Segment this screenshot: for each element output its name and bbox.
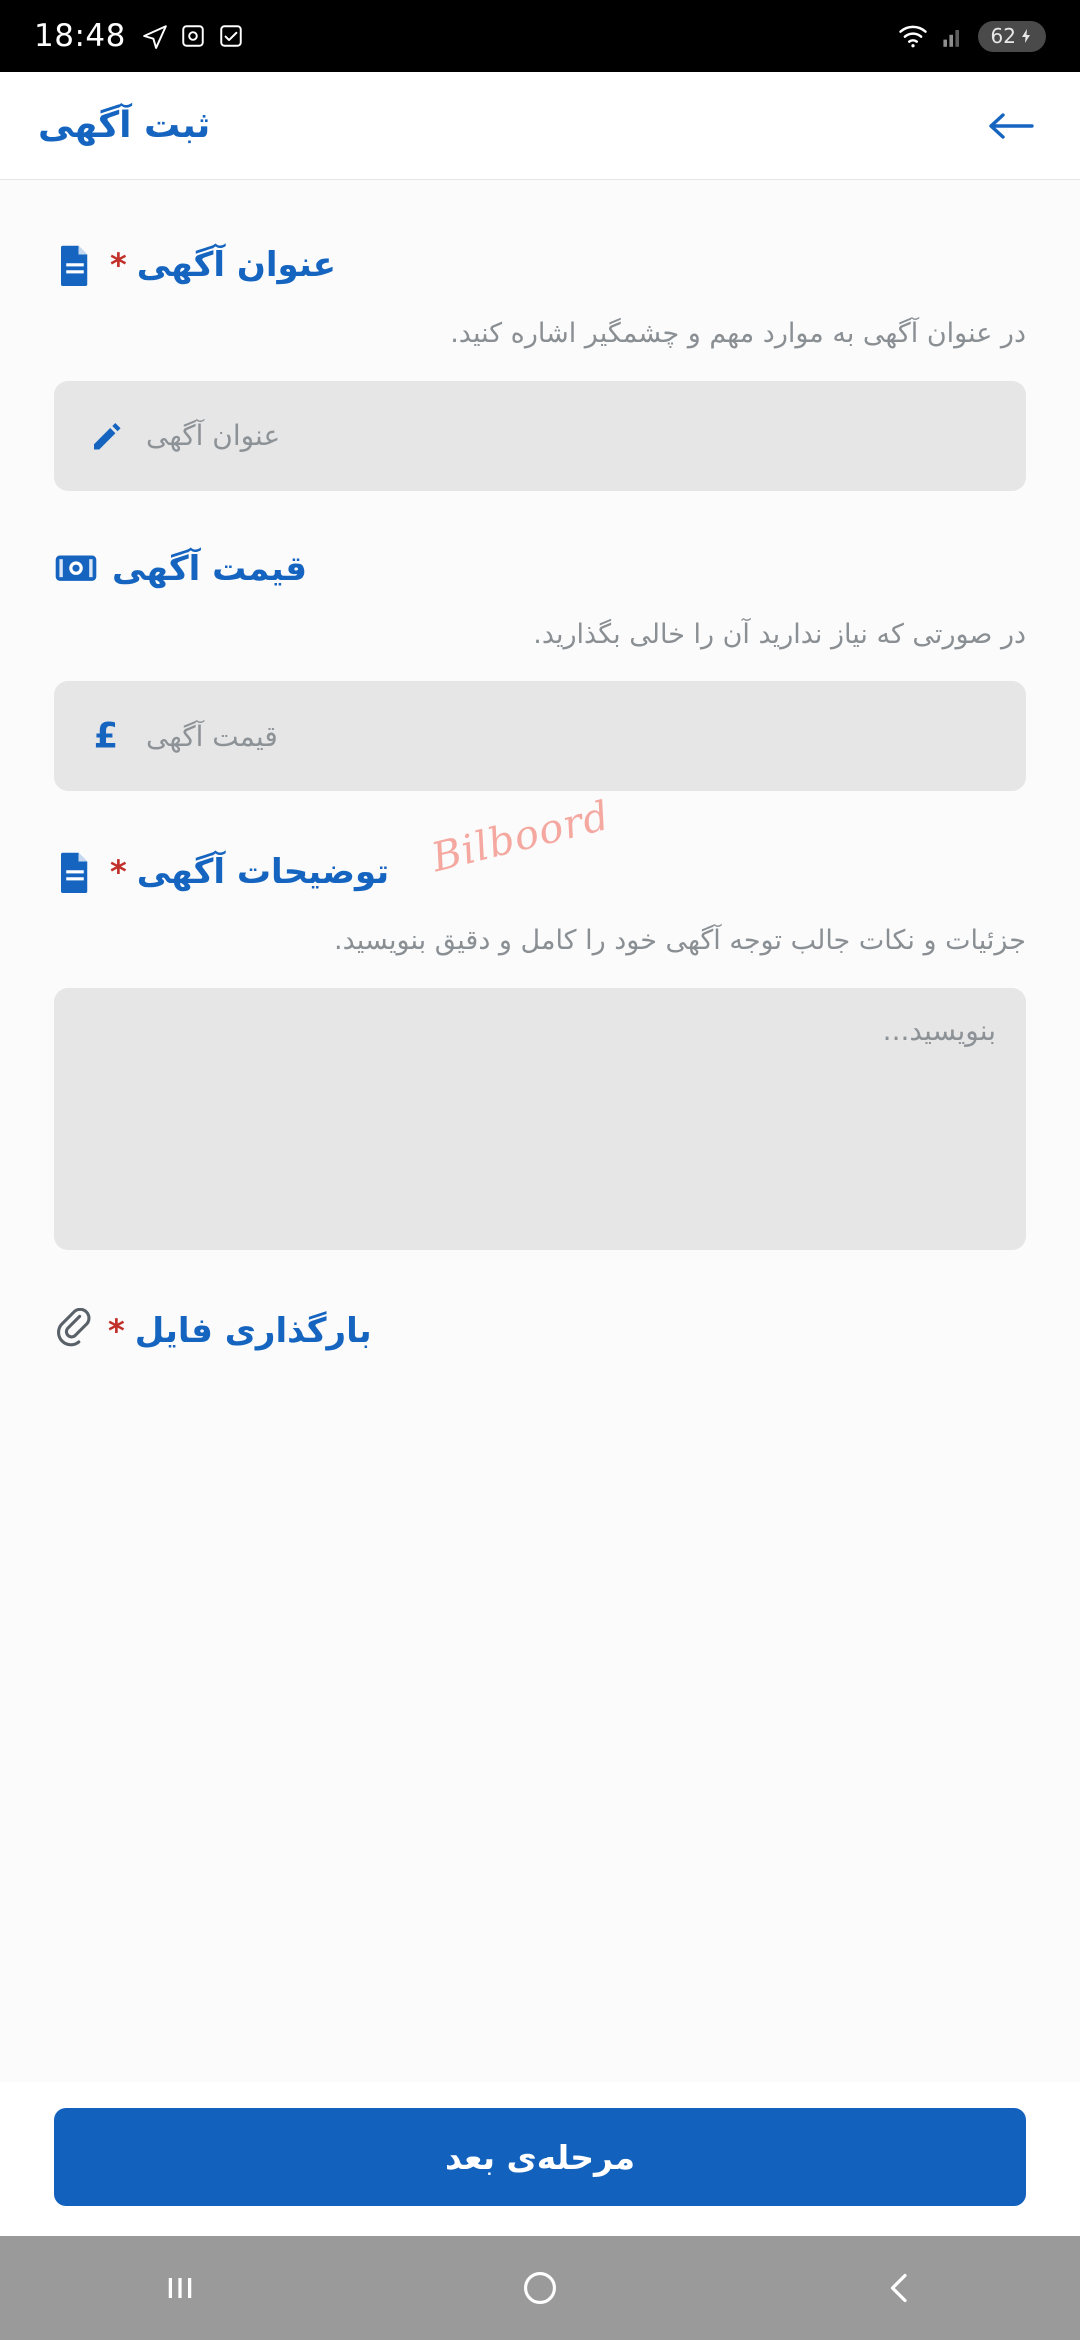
pencil-icon bbox=[84, 418, 128, 454]
system-nav-bar bbox=[0, 2236, 1080, 2340]
recents-icon bbox=[160, 2268, 200, 2308]
status-time: 18:48 bbox=[34, 18, 126, 54]
section-header bbox=[54, 549, 1026, 589]
section-label: قیمت آگهی bbox=[112, 548, 308, 589]
pound-currency-icon bbox=[84, 717, 128, 755]
section-title bbox=[110, 852, 389, 892]
section-hint: در صورتی که نیاز ندارید آن را خالی بگذارید. bbox=[533, 618, 1026, 650]
ad-description-placeholder: بنویسید... bbox=[882, 1013, 996, 1047]
bottom-action-bar bbox=[0, 2082, 1080, 2236]
home-icon bbox=[519, 2267, 561, 2309]
back-icon bbox=[880, 2268, 920, 2308]
status-bar-left bbox=[34, 18, 244, 54]
wifi-icon bbox=[898, 23, 928, 49]
paperclip-icon bbox=[54, 1308, 94, 1354]
next-step-button[interactable]: مرحله‌ی بعد bbox=[54, 2108, 1026, 2206]
ad-title-placeholder: عنوان آگهی bbox=[146, 419, 281, 452]
battery-level: 62 bbox=[990, 23, 1016, 48]
section-ad-price bbox=[54, 549, 1026, 792]
document-icon bbox=[54, 242, 96, 288]
section-hint: جزئیات و نکات جالب توجه آگهی خود را کامل و دقیق بنویسید. bbox=[334, 925, 1026, 956]
checkbox-icon bbox=[218, 23, 244, 49]
form-content bbox=[0, 180, 1080, 2082]
ad-price-placeholder: قیمت آگهی bbox=[146, 719, 278, 753]
status-bar-right bbox=[898, 21, 1046, 52]
money-icon bbox=[54, 549, 98, 589]
section-label: توضیحات آگهی bbox=[136, 852, 390, 892]
telegram-send-icon bbox=[142, 23, 168, 49]
svg-text:£: £ bbox=[93, 717, 119, 755]
battery-indicator bbox=[978, 21, 1046, 52]
ad-description-textarea[interactable] bbox=[54, 988, 1026, 1250]
section-hint: در عنوان آگهی به موارد مهم و چشمگیر اشاره کنید. bbox=[450, 318, 1026, 349]
screenshot-icon bbox=[180, 23, 206, 49]
ad-title-input[interactable] bbox=[54, 381, 1026, 491]
section-label: عنوان آگهی bbox=[136, 245, 336, 285]
status-notification-icons bbox=[142, 23, 244, 49]
required-asterisk: * bbox=[108, 1311, 125, 1350]
section-title bbox=[108, 1311, 372, 1351]
section-label: بارگذاری فایل bbox=[134, 1310, 372, 1351]
document-icon bbox=[54, 849, 96, 895]
section-ad-title bbox=[54, 242, 1026, 491]
ad-price-input[interactable] bbox=[54, 681, 1026, 791]
section-header bbox=[54, 1308, 1026, 1354]
app-bar bbox=[0, 72, 1080, 180]
signal-icon bbox=[942, 24, 964, 48]
recents-button[interactable] bbox=[120, 2236, 240, 2340]
arrow-back-icon bbox=[987, 109, 1035, 143]
status-bar bbox=[0, 0, 1080, 72]
section-title bbox=[112, 549, 307, 589]
watermark: Bilboord bbox=[427, 792, 615, 882]
section-header bbox=[54, 242, 1026, 288]
section-file-upload bbox=[54, 1308, 1026, 1354]
section-ad-description bbox=[54, 849, 1026, 1250]
required-asterisk: * bbox=[110, 853, 127, 891]
battery-bolt-icon bbox=[1019, 28, 1033, 44]
home-button[interactable] bbox=[480, 2236, 600, 2340]
back-button[interactable] bbox=[980, 95, 1042, 157]
section-title bbox=[110, 245, 336, 285]
section-header bbox=[54, 849, 1026, 895]
page-title: ثبت آگهی bbox=[38, 105, 211, 146]
required-asterisk: * bbox=[110, 246, 127, 284]
back-button[interactable] bbox=[840, 2236, 960, 2340]
